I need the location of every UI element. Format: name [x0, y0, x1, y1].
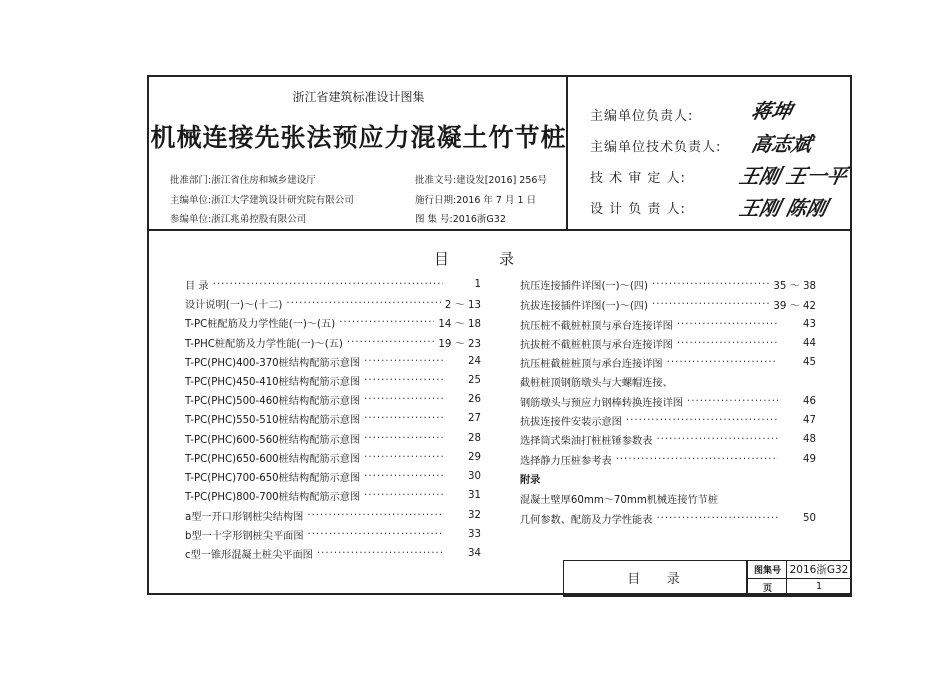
toc-item[interactable]: T-PC(PHC)650-600桩结构配筋示意图 ····· 29 — [185, 449, 481, 465]
toc-item[interactable]: 选择静力压桩参考表 ····· 49 — [520, 451, 816, 467]
toc-item[interactable]: T-PC(PHC)600-560桩结构配筋示意图 ····· 28 — [185, 430, 481, 446]
title-block-atlas-label: 图集号 — [753, 566, 781, 576]
toc-item[interactable]: T-PC桩配筋及力学性能(一)～(五) ····· 14 ～ 18 — [185, 314, 481, 330]
signature-review: 王刚 王一平 — [737, 164, 850, 188]
toc-item[interactable]: 抗压连接插件详图(一)～(四) ····· 35 ～ 38 — [520, 276, 816, 292]
signature-tech: 高志斌 — [749, 132, 815, 156]
atlas-title: 机械连接先张法预应力混凝土竹节桩 — [150, 123, 567, 152]
toc-item[interactable]: T-PC(PHC)800-700桩结构配筋示意图 ····· 31 — [185, 487, 481, 503]
title-block-name: 目 录 — [627, 572, 682, 587]
title-block-page-no: 1 — [815, 581, 823, 592]
toc-item[interactable]: 抗拔桩不截桩桩顶与承台连接详图 ····· 44 — [520, 335, 816, 351]
toc-item[interactable]: 选择筒式柴油打桩桩锤参数表 ····· 48 — [520, 431, 816, 447]
toc-item[interactable]: 抗拔连接插件详图(一)～(四) ····· 39 ～ 42 — [520, 296, 816, 312]
toc-item[interactable]: T-PC(PHC)500-460桩结构配筋示意图 ····· 26 — [185, 391, 481, 407]
resp-role-review: 技 术 审 定 人: — [590, 171, 686, 186]
toc-item[interactable]: a型一开口形钢桩尖结构图 ····· 32 — [185, 507, 481, 523]
chief-unit: 主编单位:浙江大学建筑设计研究院有限公司 — [170, 195, 354, 206]
title-block-atlas-no: 2016浙G32 — [789, 564, 849, 576]
toc-item[interactable]: c型一锥形混凝土桩尖平面图 ····· 34 — [185, 545, 481, 561]
approve-doc: 批准文号:建设发[2016] 256号 — [415, 175, 547, 186]
toc-item[interactable]: T-PHC桩配筋及力学性能(一)～(五) ····· 19 ～ 23 — [185, 334, 481, 350]
toc-item[interactable]: T-PC(PHC)450-410桩结构配筋示意图 ····· 25 — [185, 372, 481, 388]
impl-date: 施行日期:2016 年 7 月 1 日 — [415, 195, 537, 206]
approve-dept: 批准部门:浙江省住房和城乡建设厅 — [170, 175, 316, 186]
toc-item[interactable]: T-PC(PHC)700-650桩结构配筋示意图 ····· 30 — [185, 468, 481, 484]
atlas-number: 图 集 号:2016浙G32 — [415, 214, 506, 225]
resp-role-design: 设 计 负 责 人: — [590, 202, 686, 217]
toc-item-line: 截桩桩顶钢筋墩头与大螺帽连接、 — [520, 378, 673, 389]
title-block-page-label: 页 — [762, 584, 772, 594]
toc-item[interactable]: T-PC(PHC)550-510桩结构配筋示意图 ····· 27 — [185, 410, 481, 426]
signature-design: 王刚 陈刚 — [737, 196, 830, 220]
part-unit: 参编单位:浙江兆弟控股有限公司 — [170, 214, 307, 225]
resp-role-tech: 主编单位技术负责人: — [590, 140, 722, 155]
toc-item[interactable]: 抗压桩不截桩桩顶与承台连接详图 ····· 43 — [520, 316, 816, 332]
toc-item[interactable]: 抗压桩截桩桩顶与承台连接详图 ····· 45 — [520, 354, 816, 370]
signature-chief: 蒋坤 — [749, 99, 795, 123]
toc-heading: 目录 — [433, 250, 564, 268]
toc-item[interactable]: 抗拔连接件安装示意图 ····· 47 — [520, 412, 816, 428]
appendix-label: 附录 — [520, 475, 541, 486]
series-name: 浙江省建筑标准设计图集 — [292, 90, 425, 104]
toc-item[interactable]: b型一十字形钢桩尖平面图 ····· 33 — [185, 526, 481, 542]
toc-item[interactable]: 目 录 ····· 1 — [185, 276, 481, 292]
toc-item[interactable]: 设计说明(一)～(十二) ····· 2 ～ 13 — [185, 295, 481, 311]
title-block-hline — [747, 578, 851, 579]
toc-item[interactable]: T-PC(PHC)400-370桩结构配筋示意图 ····· 24 — [185, 353, 481, 369]
toc-item[interactable]: 几何参数、配筋及力学性能表 ····· 50 — [520, 510, 816, 526]
toc-item[interactable]: 钢筋墩头与预应力钢棒转换连接详图 ····· 46 — [520, 393, 816, 409]
toc-item-line: 混凝土壁厚60mm～70mm机械连接竹节桩 — [520, 495, 719, 506]
resp-role-chief: 主编单位负责人: — [590, 109, 694, 124]
